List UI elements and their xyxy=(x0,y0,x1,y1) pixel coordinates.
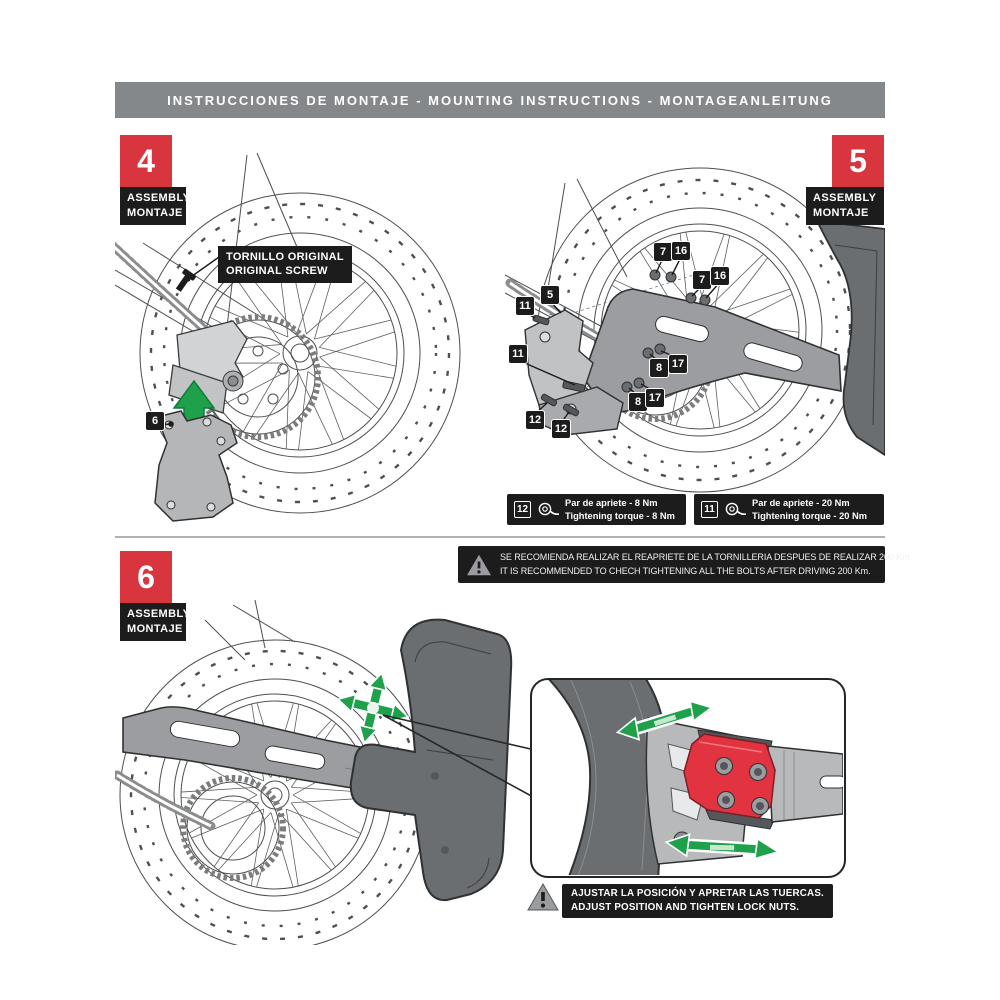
torque-note-8nm xyxy=(507,494,686,525)
step5-label xyxy=(806,187,884,225)
step6-label-line1: ASSEMBLY xyxy=(127,608,191,620)
support-arm xyxy=(583,289,841,412)
torque-es: Par de apriete - 20 Nm xyxy=(752,497,850,508)
adjust-en: ADJUST POSITION AND TIGHTEN LOCK NUTS. xyxy=(571,902,800,914)
adjust-es: AJUSTAR LA POSICIÓN Y APRETAR LAS TUERCAS. xyxy=(571,888,824,899)
step4-label-line1: ASSEMBLY xyxy=(127,192,191,204)
torque-ref-badge: 11 xyxy=(701,501,718,518)
step5-number: 5 xyxy=(849,142,867,179)
part-marker: 7 xyxy=(693,271,711,289)
original-screw-callout xyxy=(218,246,352,283)
detail-inset xyxy=(530,678,846,878)
part-marker: 16 xyxy=(711,267,729,285)
section-divider xyxy=(115,536,885,538)
step6-number-badge xyxy=(120,551,172,603)
page-title: INSTRUCCIONES DE MONTAJE - MOUNTING INSTRUCTIONS - MONTAGEANLEITUNG xyxy=(115,82,885,118)
torque-wrench-icon xyxy=(724,501,746,519)
part-marker: 12 xyxy=(552,420,570,438)
step5-label-line2: MONTAJE xyxy=(813,206,869,219)
torque-note-20nm xyxy=(694,494,884,525)
part-marker: 8 xyxy=(650,359,668,377)
warning-triangle-icon xyxy=(466,553,492,577)
part-marker: 11 xyxy=(516,297,534,315)
step5-number-badge xyxy=(832,135,884,187)
part-marker: 12 xyxy=(526,411,544,429)
step6-number: 6 xyxy=(137,558,155,595)
step4-number-badge xyxy=(120,135,172,187)
detail-pointer-lines xyxy=(375,655,540,805)
inset-illustration xyxy=(532,680,843,875)
torque-en: Tightening torque - 8 Nm xyxy=(565,510,675,521)
step4-label-line2: MONTAJE xyxy=(127,206,183,219)
part-marker-6: 6 xyxy=(146,412,164,430)
part-marker: 11 xyxy=(509,345,527,363)
torque-en: Tightening torque - 20 Nm xyxy=(752,510,868,521)
part-marker: 8 xyxy=(629,393,647,411)
torque-es: Par de apriete - 8 Nm xyxy=(565,497,658,508)
step6-label xyxy=(120,603,191,641)
original-screw-icon xyxy=(173,268,197,294)
retighten-es: SE RECOMIENDA REALIZAR EL REAPRIETE DE LA TORNILLERIA DESPUES DE REALIZAR 200 Km. xyxy=(500,552,912,562)
callout-line2: ORIGINAL SCREW xyxy=(226,265,328,278)
step4-number: 4 xyxy=(137,142,155,179)
part-marker: 5 xyxy=(541,286,559,304)
warning-triangle-icon xyxy=(527,882,559,912)
adjust-warning xyxy=(562,884,833,918)
part-marker: 17 xyxy=(646,389,664,407)
retighten-en: IT IS RECOMMENDED TO CHECH TIGHTENING ALL THE BOLTS AFTER DRIVING 200 Km. xyxy=(500,565,871,576)
part-marker: 16 xyxy=(672,242,690,260)
part-marker: 7 xyxy=(654,243,672,261)
callout-line1: TORNILLO ORIGINAL xyxy=(226,251,344,263)
torque-wrench-icon xyxy=(537,501,559,519)
step5-label-line1: ASSEMBLY xyxy=(813,192,877,204)
part-marker: 17 xyxy=(669,355,687,373)
retighten-warning xyxy=(458,546,912,583)
step6-label-line2: MONTAJE xyxy=(127,622,183,635)
torque-ref-badge: 12 xyxy=(514,501,531,518)
step4-label xyxy=(120,187,191,225)
